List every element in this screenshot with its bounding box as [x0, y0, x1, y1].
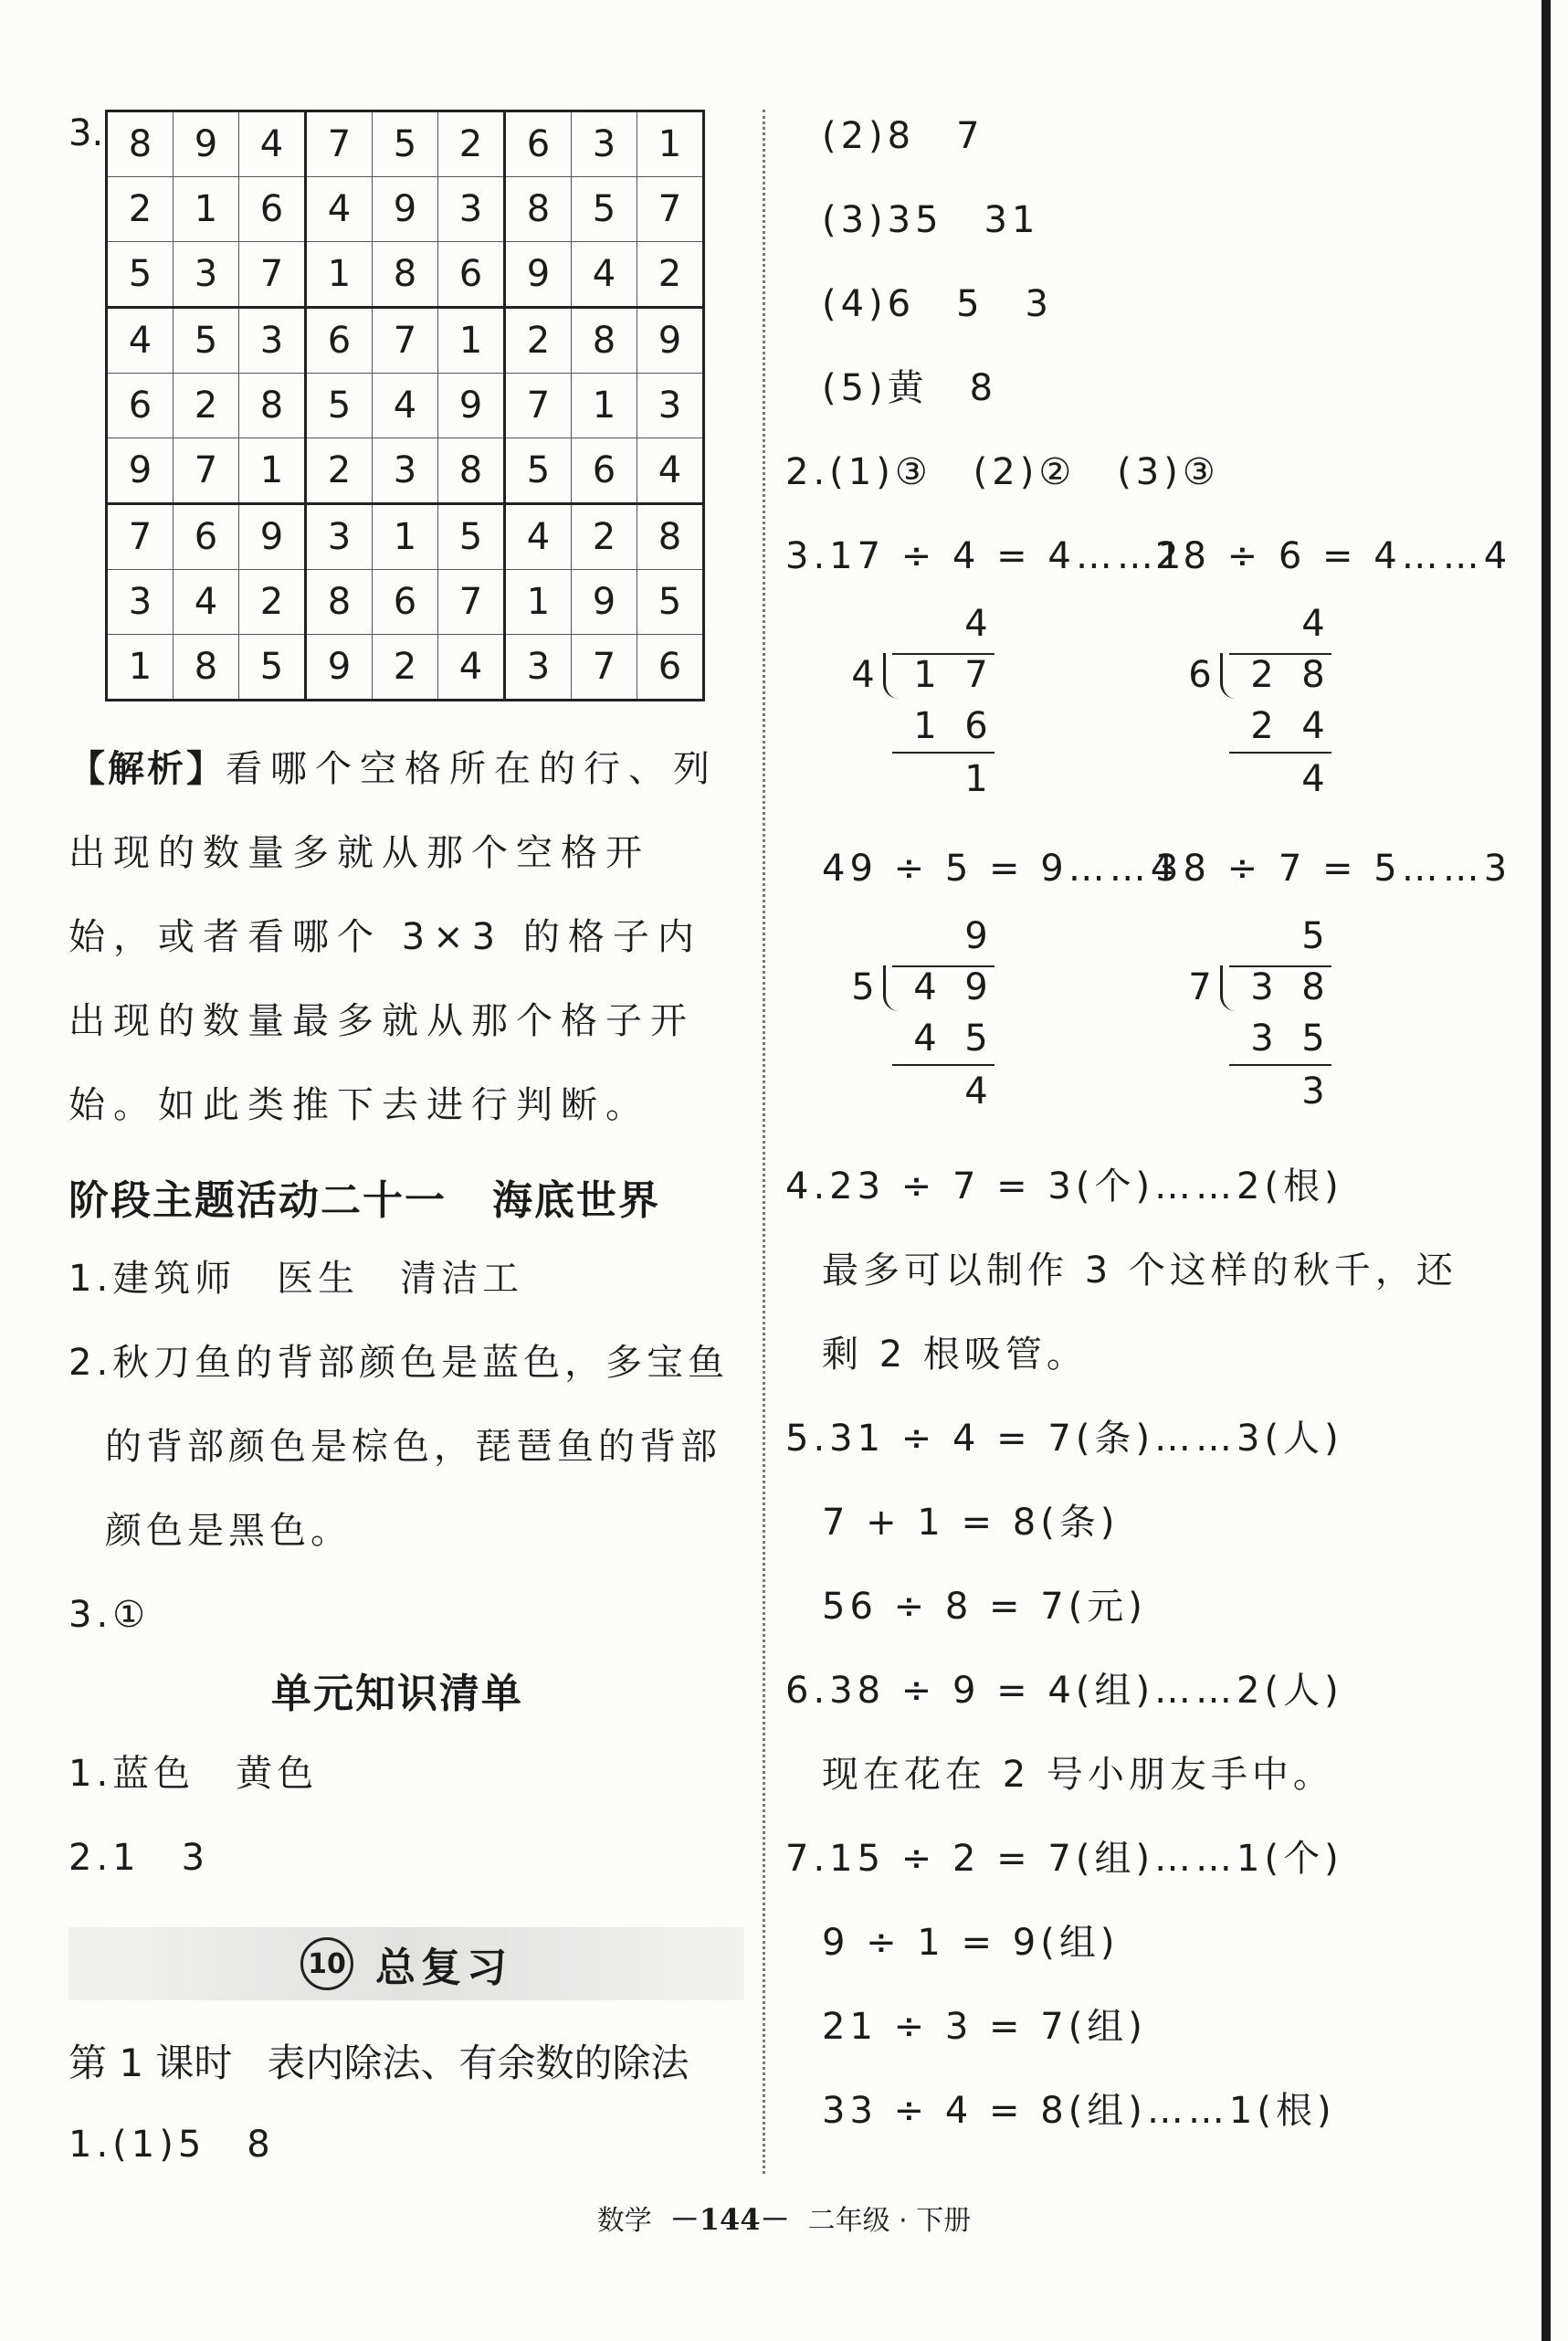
long-division — [836, 600, 1037, 828]
answer-line: 剩 2 根吸管。 — [822, 1334, 1088, 1376]
footer-subject: 数学 — [596, 2205, 652, 2237]
sudoku-cell: 9 — [239, 504, 306, 570]
sudoku-cell: 1 — [572, 374, 637, 438]
question-number: 3. — [68, 112, 104, 154]
sudoku-cell: 1 — [306, 242, 373, 308]
sudoku-cell: 5 — [107, 242, 174, 308]
sudoku-cell: 3 — [174, 242, 239, 308]
sudoku-cell: 6 — [572, 438, 637, 504]
division-bar — [892, 965, 994, 967]
dividend-digit: 1 — [913, 654, 937, 696]
sudoku-cell: 1 — [107, 635, 174, 701]
quotient-digit: 4 — [964, 603, 988, 645]
sudoku-row — [107, 504, 704, 570]
quotient-digit: 9 — [964, 915, 988, 957]
sudoku-cell: 8 — [505, 177, 572, 242]
sudoku-cell: 7 — [438, 570, 505, 635]
product-digit: 5 — [964, 1018, 988, 1060]
equation: 28 ÷ 6 = 4……4 — [1155, 535, 1512, 577]
sudoku-row — [107, 374, 704, 438]
answer-line: 3.① — [68, 1594, 151, 1636]
answer-line: 2.(1)③ (2)② (3)③ — [785, 451, 1220, 493]
product-digit: 3 — [1250, 1018, 1274, 1060]
product-digit: 5 — [1301, 1018, 1325, 1060]
sudoku-cell: 2 — [572, 504, 637, 570]
sudoku-row — [107, 111, 704, 177]
answer-line: 7 + 1 = 8(条) — [822, 1502, 1120, 1544]
sudoku-cell: 2 — [107, 177, 174, 242]
sudoku-cell: 4 — [107, 308, 174, 374]
sudoku-cell: 3 — [306, 504, 373, 570]
activity-title — [68, 1175, 744, 1228]
column-divider — [763, 110, 765, 2174]
subtraction-line — [1229, 752, 1331, 754]
answer-line: 33 ÷ 4 = 8(组)……1(根) — [822, 2090, 1336, 2132]
chapter-number-badge: 10 — [300, 1937, 353, 1990]
sudoku-cell: 5 — [505, 438, 572, 504]
sudoku-cell: 4 — [239, 111, 306, 177]
sudoku-grid — [105, 110, 705, 701]
sudoku-cell: 1 — [239, 438, 306, 504]
division-bar — [1229, 653, 1331, 655]
activity-title-main: 阶段主题活动二十一 — [68, 1177, 447, 1224]
answer-line: 6.38 ÷ 9 = 4(组)……2(人) — [785, 1670, 1343, 1712]
answer-line: 7.15 ÷ 2 = 7(组)……1(个) — [785, 1838, 1343, 1880]
long-division — [1173, 912, 1373, 1141]
sudoku-cell: 1 — [174, 177, 239, 242]
subtraction-line — [1229, 1064, 1331, 1066]
sudoku-cell: 7 — [306, 111, 373, 177]
sudoku-row — [107, 308, 704, 374]
sudoku-cell: 4 — [373, 374, 438, 438]
sudoku-cell: 3 — [572, 111, 637, 177]
divisor-digit: 7 — [1188, 966, 1212, 1008]
quotient-digit: 4 — [1301, 603, 1325, 645]
quotient-digit: 5 — [1301, 915, 1325, 957]
sudoku-cell: 8 — [637, 504, 704, 570]
sudoku-cell: 7 — [107, 504, 174, 570]
sudoku-cell: 8 — [239, 374, 306, 438]
page-edge-bar — [1542, 0, 1551, 2341]
sudoku-cell: 2 — [239, 570, 306, 635]
answer-line: 1.建筑师 医生 清洁工 — [68, 1258, 524, 1300]
sudoku-cell: 6 — [505, 111, 572, 177]
sudoku-section — [68, 100, 744, 714]
remainder-digit: 3 — [1301, 1070, 1325, 1113]
division-bracket — [883, 965, 899, 1011]
sudoku-cell: 4 — [438, 635, 505, 701]
sudoku-cell: 4 — [174, 570, 239, 635]
sudoku-cell: 5 — [306, 374, 373, 438]
remainder-digit: 4 — [1301, 758, 1325, 800]
sudoku-cell: 5 — [239, 635, 306, 701]
answer-line: 21 ÷ 3 = 7(组) — [822, 2006, 1147, 2048]
sudoku-cell: 2 — [174, 374, 239, 438]
sudoku-cell: 8 — [438, 438, 505, 504]
sudoku-cell: 7 — [572, 635, 637, 701]
division-bracket — [883, 653, 899, 699]
sudoku-cell: 2 — [637, 242, 704, 308]
lesson-number: 第 1 课时 — [68, 2040, 233, 2085]
sudoku-cell: 5 — [637, 570, 704, 635]
sudoku-cell: 5 — [174, 308, 239, 374]
sudoku-cell: 6 — [373, 570, 438, 635]
sudoku-cell: 8 — [306, 570, 373, 635]
sudoku-cell: 4 — [572, 242, 637, 308]
sudoku-cell: 6 — [174, 504, 239, 570]
left-column — [68, 100, 744, 2168]
answer-line: 56 ÷ 8 = 7(元) — [822, 1586, 1147, 1628]
long-division — [836, 912, 1037, 1141]
answer-line: 9 ÷ 1 = 9(组) — [822, 1922, 1120, 1964]
product-digit: 4 — [1301, 705, 1325, 747]
sudoku-cell: 9 — [306, 635, 373, 701]
sudoku-cell: 4 — [306, 177, 373, 242]
division-bar — [1229, 965, 1331, 967]
unit-title: 单元知识清单 — [271, 1671, 523, 1717]
sudoku-cell: 3 — [239, 308, 306, 374]
sudoku-row — [107, 635, 704, 701]
dividend-digit: 2 — [1250, 654, 1274, 696]
sudoku-cell: 3 — [373, 438, 438, 504]
page-number: －144－ — [669, 2202, 790, 2237]
sudoku-cell: 3 — [505, 635, 572, 701]
answer-line: 2.秋刀鱼的背部颜色是蓝色，多宝鱼 — [68, 1342, 730, 1384]
sudoku-cell: 9 — [505, 242, 572, 308]
review-title: 总复习 — [375, 1945, 512, 1991]
sudoku-cell: 2 — [306, 438, 373, 504]
sudoku-cell: 7 — [505, 374, 572, 438]
sudoku-cell: 9 — [572, 570, 637, 635]
page-footer — [0, 2197, 1568, 2239]
product-digit: 4 — [913, 1018, 937, 1060]
analysis-text: 看哪个空格所在的行、列出现的数量多就从那个空格开始，或者看哪个 3×3 的格子内出现的数量最多就从那个格子开始。如此类推下去进行判断。 — [68, 748, 718, 1126]
sudoku-cell: 2 — [373, 635, 438, 701]
review-banner — [68, 1927, 744, 2000]
analysis-tag: 【解析】 — [68, 748, 226, 790]
sudoku-cell: 3 — [107, 570, 174, 635]
answer-line: (5)黄 8 — [822, 367, 998, 409]
divisor-digit: 4 — [851, 654, 875, 696]
sudoku-cell: 1 — [438, 308, 505, 374]
sudoku-cell: 6 — [306, 308, 373, 374]
sudoku-cell: 8 — [107, 111, 174, 177]
sudoku-cell: 6 — [107, 374, 174, 438]
sudoku-cell: 2 — [505, 308, 572, 374]
sudoku-cell: 6 — [239, 177, 306, 242]
footer-grade: 二年级 · 下册 — [807, 2205, 972, 2237]
sudoku-cell: 7 — [373, 308, 438, 374]
lesson-topic: 表内除法、有余数的除法 — [267, 2040, 689, 2085]
sudoku-cell: 9 — [107, 438, 174, 504]
divisor-digit: 6 — [1188, 654, 1212, 696]
sudoku-cell: 5 — [438, 504, 505, 570]
dividend-digit: 9 — [964, 966, 988, 1008]
sudoku-cell: 6 — [438, 242, 505, 308]
sudoku-cell: 7 — [174, 438, 239, 504]
sudoku-cell: 9 — [373, 177, 438, 242]
sudoku-cell: 8 — [572, 308, 637, 374]
equation: 49 ÷ 5 = 9……4 — [822, 848, 1179, 890]
sudoku-cell: 5 — [373, 111, 438, 177]
subtraction-line — [892, 752, 994, 754]
long-division — [1173, 600, 1373, 828]
dividend-digit: 8 — [1301, 654, 1325, 696]
sudoku-cell: 8 — [373, 242, 438, 308]
answer-line: (2)8 7 — [822, 115, 984, 157]
sudoku-cell: 3 — [438, 177, 505, 242]
sudoku-row — [107, 438, 704, 504]
sudoku-row — [107, 570, 704, 635]
sudoku-cell: 2 — [438, 111, 505, 177]
sudoku-cell: 7 — [239, 242, 306, 308]
sudoku-cell: 9 — [438, 374, 505, 438]
remainder-digit: 4 — [964, 1070, 988, 1113]
sudoku-row — [107, 242, 704, 308]
sudoku-cell: 5 — [572, 177, 637, 242]
division-bracket — [1220, 653, 1236, 699]
product-digit: 2 — [1250, 705, 1274, 747]
sudoku-cell: 9 — [637, 308, 704, 374]
sudoku-row — [107, 177, 704, 242]
answer-line: 现在花在 2 号小朋友手中。 — [822, 1754, 1334, 1796]
answer-line: 最多可以制作 3 个这样的秋千，还 — [822, 1250, 1458, 1292]
sudoku-cell: 4 — [637, 438, 704, 504]
answer-line: 的背部颜色是棕色，琵琶鱼的背部 — [105, 1426, 721, 1468]
product-digit: 6 — [964, 705, 988, 747]
sudoku-cell: 1 — [637, 111, 704, 177]
dividend-digit: 7 — [964, 654, 988, 696]
sudoku-cell: 9 — [174, 111, 239, 177]
answer-line: 颜色是黑色。 — [105, 1510, 352, 1552]
divisor-digit: 5 — [851, 966, 875, 1008]
answer-line: 1.蓝色 黄色 — [68, 1753, 319, 1795]
analysis-paragraph — [68, 727, 726, 1147]
dividend-digit: 4 — [913, 966, 937, 1008]
answer-line: 5.31 ÷ 4 = 7(条)……3(人) — [785, 1418, 1343, 1460]
equation-row — [785, 845, 1512, 892]
division-bar — [892, 653, 994, 655]
lesson-title — [68, 2037, 744, 2090]
sudoku-cell: 3 — [637, 374, 704, 438]
sudoku-cell: 1 — [373, 504, 438, 570]
division-bracket — [1220, 965, 1236, 1011]
product-digit: 1 — [913, 705, 937, 747]
right-column — [785, 100, 1512, 2135]
remainder-digit: 1 — [964, 758, 988, 800]
sudoku-cell: 4 — [505, 504, 572, 570]
sudoku-cell: 7 — [637, 177, 704, 242]
answer-line: 2.1 3 — [68, 1837, 210, 1879]
answer-line: 1.(1)5 8 — [68, 2124, 275, 2166]
sudoku-cell: 1 — [505, 570, 572, 635]
dividend-digit: 8 — [1301, 966, 1325, 1008]
equation: 38 ÷ 7 = 5……3 — [1155, 848, 1512, 890]
sudoku-cell: 8 — [174, 635, 239, 701]
activity-title-sub: 海底世界 — [492, 1177, 660, 1224]
equation-row — [785, 533, 1512, 580]
long-division-row — [785, 912, 1479, 1150]
sudoku-cell: 6 — [637, 635, 704, 701]
answer-line: (3)35 31 — [822, 199, 1040, 241]
dividend-digit: 3 — [1250, 966, 1274, 1008]
subtraction-line — [892, 1064, 994, 1066]
answer-line: 4.23 ÷ 7 = 3(个)……2(根) — [785, 1165, 1343, 1207]
equation: 3.17 ÷ 4 = 4……1 — [785, 535, 1186, 577]
long-division-row — [785, 600, 1479, 838]
answer-line: (4)6 5 3 — [822, 283, 1054, 325]
